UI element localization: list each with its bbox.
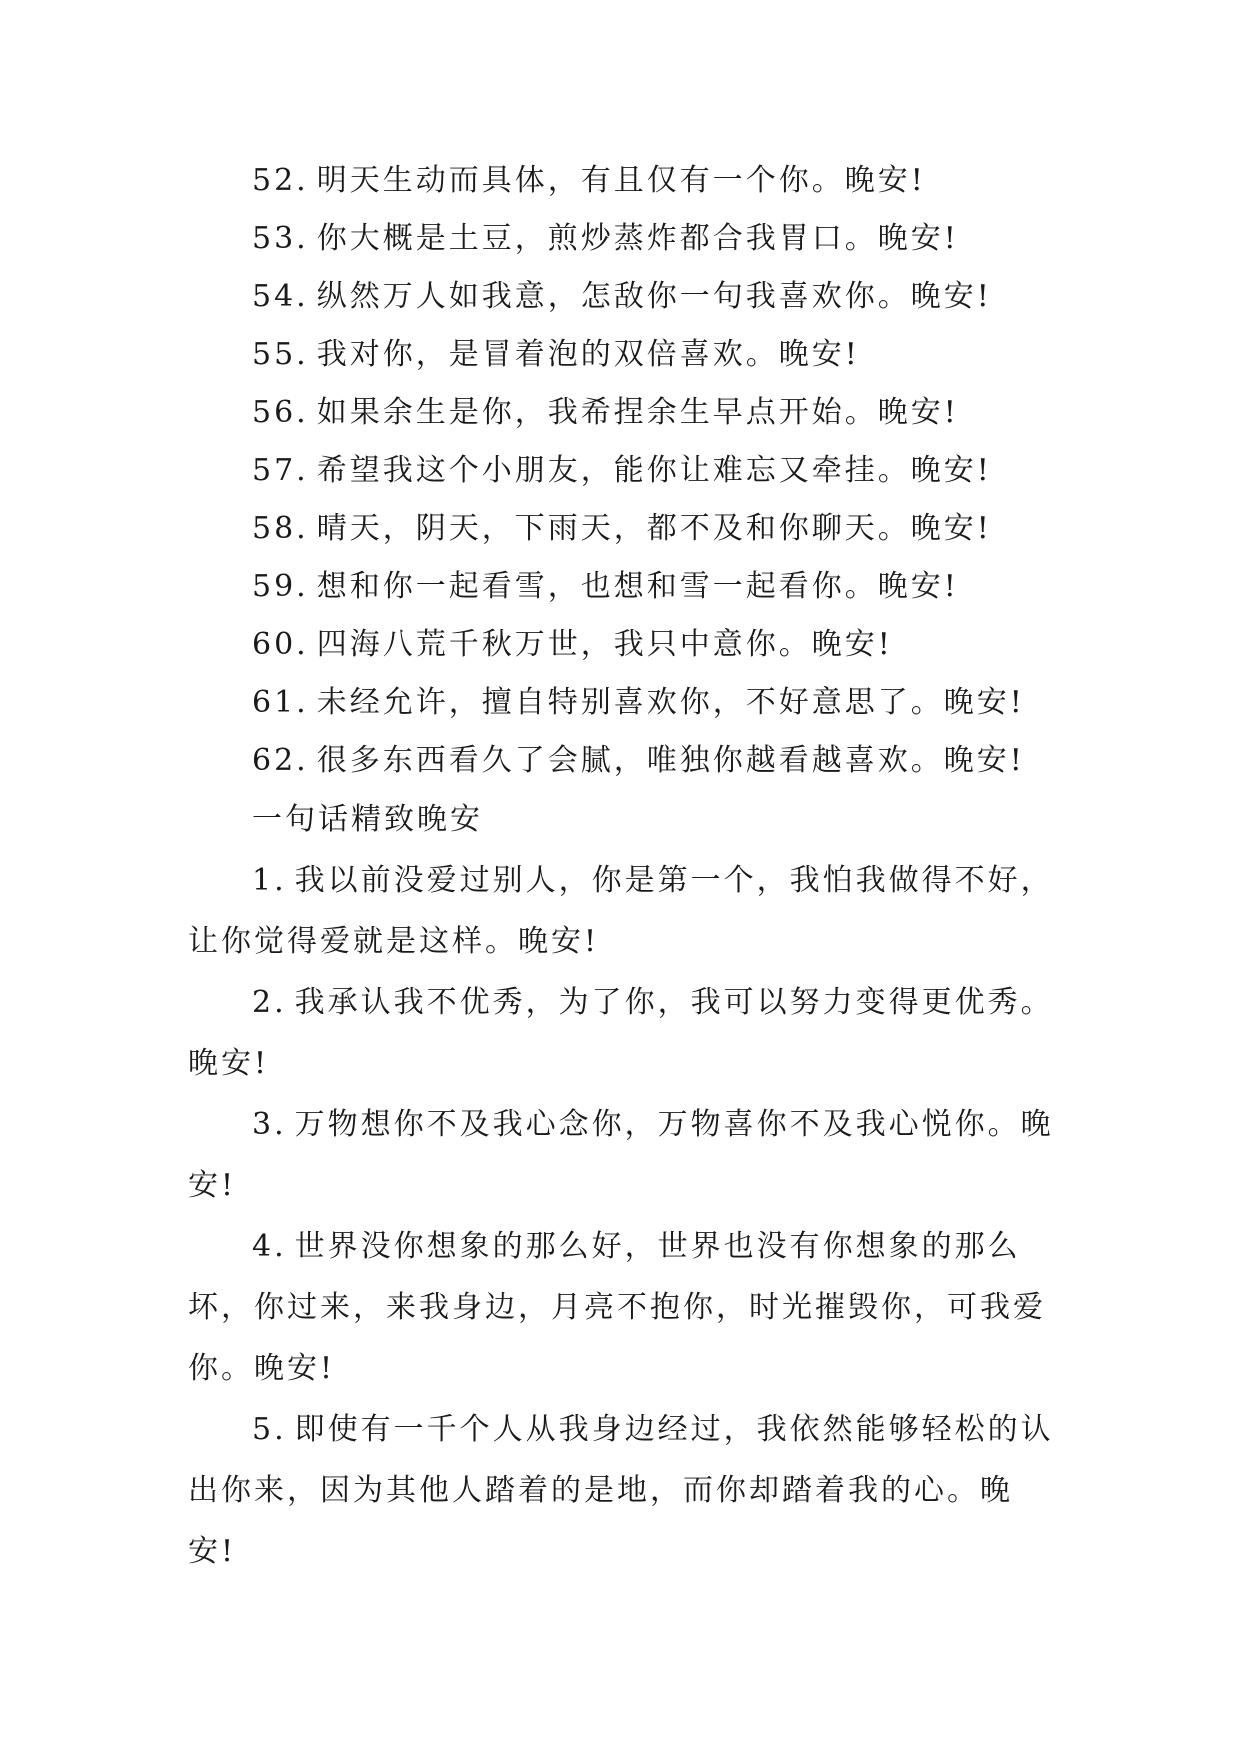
list-item-53 bbox=[188, 210, 1056, 268]
item-text: 纵然万人如我意，怎敌你一句我喜欢你。晚安! bbox=[316, 279, 992, 314]
list-item-58 bbox=[188, 500, 1056, 558]
item-text: 即使有一千个人从我身边经过，我依然能够轻松的认出你来，因为其他人踏着的是地，而你却踏着我的心。晚安! bbox=[188, 1412, 1054, 1569]
item-number: 53. bbox=[252, 221, 309, 256]
item-number: 62. bbox=[252, 743, 309, 778]
paragraph-item-5 bbox=[188, 1399, 1056, 1582]
item-text: 希望我这个小朋友，能你让难忘又牵挂。晚安! bbox=[316, 453, 992, 488]
item-number: 57. bbox=[252, 453, 309, 488]
list-item-59 bbox=[188, 558, 1056, 616]
list-item-56 bbox=[188, 384, 1056, 442]
item-text: 万物想你不及我心念你，万物喜你不及我心悦你。晚安! bbox=[188, 1107, 1054, 1203]
item-text: 你大概是土豆，煎炒蒸炸都合我胃口。晚安! bbox=[316, 221, 959, 256]
item-number: 56. bbox=[252, 395, 309, 430]
list-item-62 bbox=[188, 732, 1056, 790]
paragraph-item-4 bbox=[188, 1216, 1056, 1399]
list-item-57 bbox=[188, 442, 1056, 500]
item-number: 61. bbox=[252, 685, 309, 720]
item-number: 52. bbox=[252, 163, 309, 198]
item-number: 5. bbox=[252, 1412, 287, 1447]
list-item-54 bbox=[188, 268, 1056, 326]
item-text: 如果余生是你，我希捏余生早点开始。晚安! bbox=[316, 395, 959, 430]
list-item-61 bbox=[188, 674, 1056, 732]
item-number: 59. bbox=[252, 569, 309, 604]
item-number: 60. bbox=[252, 627, 309, 662]
item-text: 很多东西看久了会腻，唯独你越看越喜欢。晚安! bbox=[316, 743, 1025, 778]
item-text: 我对你，是冒着泡的双倍喜欢。晚安! bbox=[316, 337, 860, 372]
item-text: 明天生动而具体，有且仅有一个你。晚安! bbox=[316, 163, 926, 198]
list-item-52 bbox=[188, 152, 1056, 210]
item-text: 我以前没爱过别人，你是第一个，我怕我做得不好，让你觉得爱就是这样。晚安! bbox=[188, 863, 1054, 959]
list-item-60 bbox=[188, 616, 1056, 674]
item-text: 四海八荒千秋万世，我只中意你。晚安! bbox=[316, 627, 893, 662]
item-number: 3. bbox=[252, 1107, 287, 1142]
paragraph-item-2 bbox=[188, 972, 1056, 1094]
item-number: 54. bbox=[252, 279, 309, 314]
section-heading: 一句话精致晚安 bbox=[252, 802, 483, 837]
paragraph-item-1 bbox=[188, 850, 1056, 972]
item-number: 58. bbox=[252, 511, 309, 546]
paragraph-item-3 bbox=[188, 1094, 1056, 1216]
item-number: 1. bbox=[252, 863, 287, 898]
item-text: 未经允许，擅自特别喜欢你，不好意思了。晚安! bbox=[316, 685, 1025, 720]
item-number: 55. bbox=[252, 337, 309, 372]
list-item-55 bbox=[188, 326, 1056, 384]
document-body bbox=[188, 152, 1056, 1582]
item-text: 想和你一起看雪，也想和雪一起看你。晚安! bbox=[316, 569, 959, 604]
item-text: 晴天，阴天，下雨天，都不及和你聊天。晚安! bbox=[316, 511, 992, 546]
item-number: 4. bbox=[252, 1229, 287, 1264]
item-text: 世界没你想象的那么好，世界也没有你想象的那么坏，你过来，来我身边，月亮不抱你，时光摧毁你，可我爱你。晚安! bbox=[188, 1229, 1046, 1386]
item-text: 我承认我不优秀，为了你，我可以努力变得更优秀。晚安! bbox=[188, 985, 1054, 1081]
item-number: 2. bbox=[252, 985, 287, 1020]
